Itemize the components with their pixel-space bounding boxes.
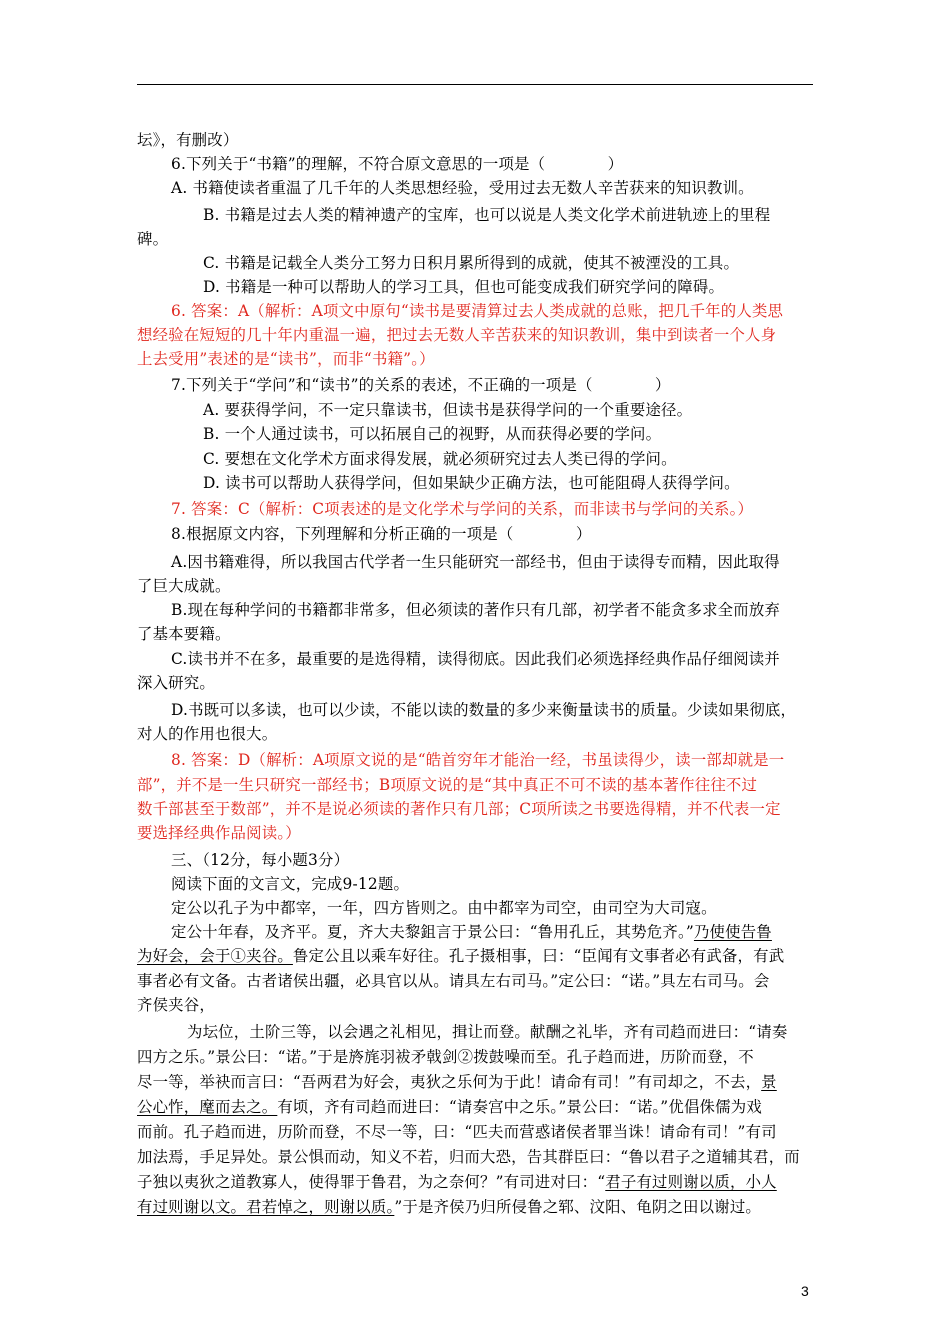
passage-line: 而前。孔子趋而进，历阶而登，不尽一等，曰：“匹夫而营惑诸侯者罪当诛！请命有司！”有司 <box>137 1123 777 1141</box>
question-6-stem: 6.下列关于“书籍”的理解，不符合原文意思的一项是（ ） <box>171 155 624 173</box>
underlined-sentence: 景 <box>761 1073 777 1091</box>
passage-line: 公心怍，麾而去之。有顷，齐有司趋而进曰：“请奏宫中之乐。”景公曰：“诺。”优倡侏儒为戏 <box>137 1098 762 1116</box>
answer-6-cont: 想经验在短短的几十年内重温一遍，把过去无数人辛苦获来的知识教训，集中到读者一个人身 <box>137 326 777 344</box>
answer-6: 6. 答案：A（解析：A项文中原句“读书是要清算过去人类成就的总账，把几千年的人类思 <box>171 302 784 320</box>
question-7-option-a: A. 要获得学问，不一定只靠读书，但读书是获得学问的一个重要途径。 <box>203 401 693 419</box>
question-6-option-b: B. 书籍是过去人类的精神遗产的宝库，也可以说是人类文化学术前进轨迹上的里程 <box>203 206 771 224</box>
underlined-sentence: 为好会，会于①夹谷。 <box>137 947 293 965</box>
passage-line: 尽一等，举袂而言曰：“吾两君为好会，夷狄之乐何为于此！请命有司！”有司却之，不去，景 <box>137 1073 777 1091</box>
question-8-option-d: D.书既可以多读，也可以少读，不能以读的数量的多少来衡量读书的质量。少读如果彻底， <box>171 701 797 719</box>
question-6-option-d: D. 书籍是一种可以帮助人的学习工具，但也可能变成我们研究学问的障碍。 <box>203 278 725 296</box>
question-7-option-d: D. 读书可以帮助人获得学问，但如果缺少正确方法，也可能阻碍人获得学问。 <box>203 474 740 492</box>
passage-line: 四方之乐。”景公曰：“诺。”于是旍旄羽袚矛戟剑②拨鼓噪而至。孔子趋而进，历阶而登，不 <box>137 1048 754 1066</box>
header-rule <box>137 84 813 85</box>
underlined-sentence: 君子有过则谢以质，小人 <box>605 1173 777 1191</box>
question-7-stem: 7.下列关于“学问”和“读书”的关系的表述，不正确的一项是（ ） <box>171 376 671 394</box>
passage-line: 加法焉，手足异处。景公惧而动，知义不若，归而大恐，告其群臣曰：“鲁以君子之道辅其君，而 <box>137 1148 800 1166</box>
question-6-option-c: C. 书籍是记载全人类分工努力日积月累所得到的成就，使其不被湮没的工具。 <box>203 254 740 272</box>
answer-6-cont: 上去受用”表述的是“读书”，而非“书籍”。） <box>137 350 435 368</box>
question-8-option-b: B.现在每种学问的书籍都非常多，但必须读的著作只有几部，初学者不能贪多求全而放弃 <box>171 601 781 619</box>
question-7-option-c: C. 要想在文化学术方面求得发展，就必须研究过去人类已得的学问。 <box>203 450 677 468</box>
question-8-option-a-cont: 了巨大成就。 <box>137 577 231 595</box>
question-8-option-a: A.因书籍难得，所以我国古代学者一生只能研究一部经书，但由于读得专而精，因此取得 <box>171 553 780 571</box>
question-6-option-b-cont: 碑。 <box>137 230 169 248</box>
question-8-option-c: C.读书并不在多，最重要的是选得精，读得彻底。因此我们必须选择经典作品仔细阅读并 <box>171 650 780 668</box>
answer-7: 7. 答案：C（解析：C项表述的是文化学术与学问的关系，而非读书与学问的关系。） <box>171 500 754 518</box>
passage-paragraph-1: 定公以孔子为中都宰，一年，四方皆则之。由中都宰为司空，由司空为大司寇。 <box>171 899 717 917</box>
passage-line: 有过则谢以文。君若悼之，则谢以质。”于是齐侯乃归所侵鲁之郓、汶阳、龟阴之田以谢过。 <box>137 1198 761 1216</box>
answer-8-cont: 数千部甚至于数部”，并不是说必须读的著作只有几部；C项所读之书要选得精，并不代表一定 <box>137 800 781 818</box>
underlined-sentence: 乃使使告鲁 <box>693 923 772 941</box>
page-number: 3 <box>801 1283 809 1299</box>
question-8-option-b-cont: 了基本要籍。 <box>137 625 231 643</box>
passage-line: 子独以夷狄之道教寡人，使得罪于鲁君，为之奈何？”有司进对曰：“君子有过则谢以质，小人 <box>137 1173 777 1191</box>
passage-line: 为好会，会于①夹谷。鲁定公且以乘车好往。孔子摄相事，曰：“臣闻有文事者必有武备，有武 <box>137 947 785 965</box>
underlined-sentence: 有过则谢以文。君若悼之，则谢以质。 <box>137 1198 395 1216</box>
question-8-stem: 8.根据原文内容，下列理解和分析正确的一项是（ ） <box>171 525 592 543</box>
answer-8-cont: 要选择经典作品阅读。） <box>137 824 301 842</box>
section-three-heading: 三、（12分，每小题3分） <box>171 851 350 869</box>
passage-paragraph-2: 定公十年春，及齐平。夏，齐大夫黎鉏言于景公曰：“鲁用孔丘，其势危齐。”乃使使告鲁 <box>171 923 772 941</box>
question-8-option-d-cont: 对人的作用也很大。 <box>137 725 278 743</box>
section-three-instruction: 阅读下面的文言文，完成9-12题。 <box>171 875 410 893</box>
question-8-option-c-cont: 深入研究。 <box>137 674 215 692</box>
underlined-sentence: 公心怍，麾而去之。 <box>137 1098 278 1116</box>
text-line: 坛》，有删改） <box>137 131 239 149</box>
answer-8: 8. 答案：D（解析：A项原文说的是“皓首穷年才能治一经，书虽读得少，读一部却就是一 <box>171 751 785 769</box>
passage-line: 齐侯夹谷， <box>137 996 215 1014</box>
question-7-option-b: B. 一个人通过读书，可以拓展自己的视野，从而获得必要的学问。 <box>203 425 662 443</box>
question-6-option-a: A. 书籍使读者重温了几千年的人类思想经验，受用过去无数人辛苦获来的知识教训。 <box>171 179 754 197</box>
passage-paragraph-3: 为坛位，土阶三等，以会遇之礼相见，揖让而登。献酬之礼毕，齐有司趋而进曰：“请奏 <box>187 1023 788 1041</box>
passage-line: 事者必有文备。古者诸侯出疆，必具官以从。请具左右司马。”定公曰：“诺。”具左右司马。会 <box>137 972 770 990</box>
answer-8-cont: 部”，并不是一生只研究一部经书；B项原文说的是“其中真正不可不读的基本著作往往不过 <box>137 776 758 794</box>
